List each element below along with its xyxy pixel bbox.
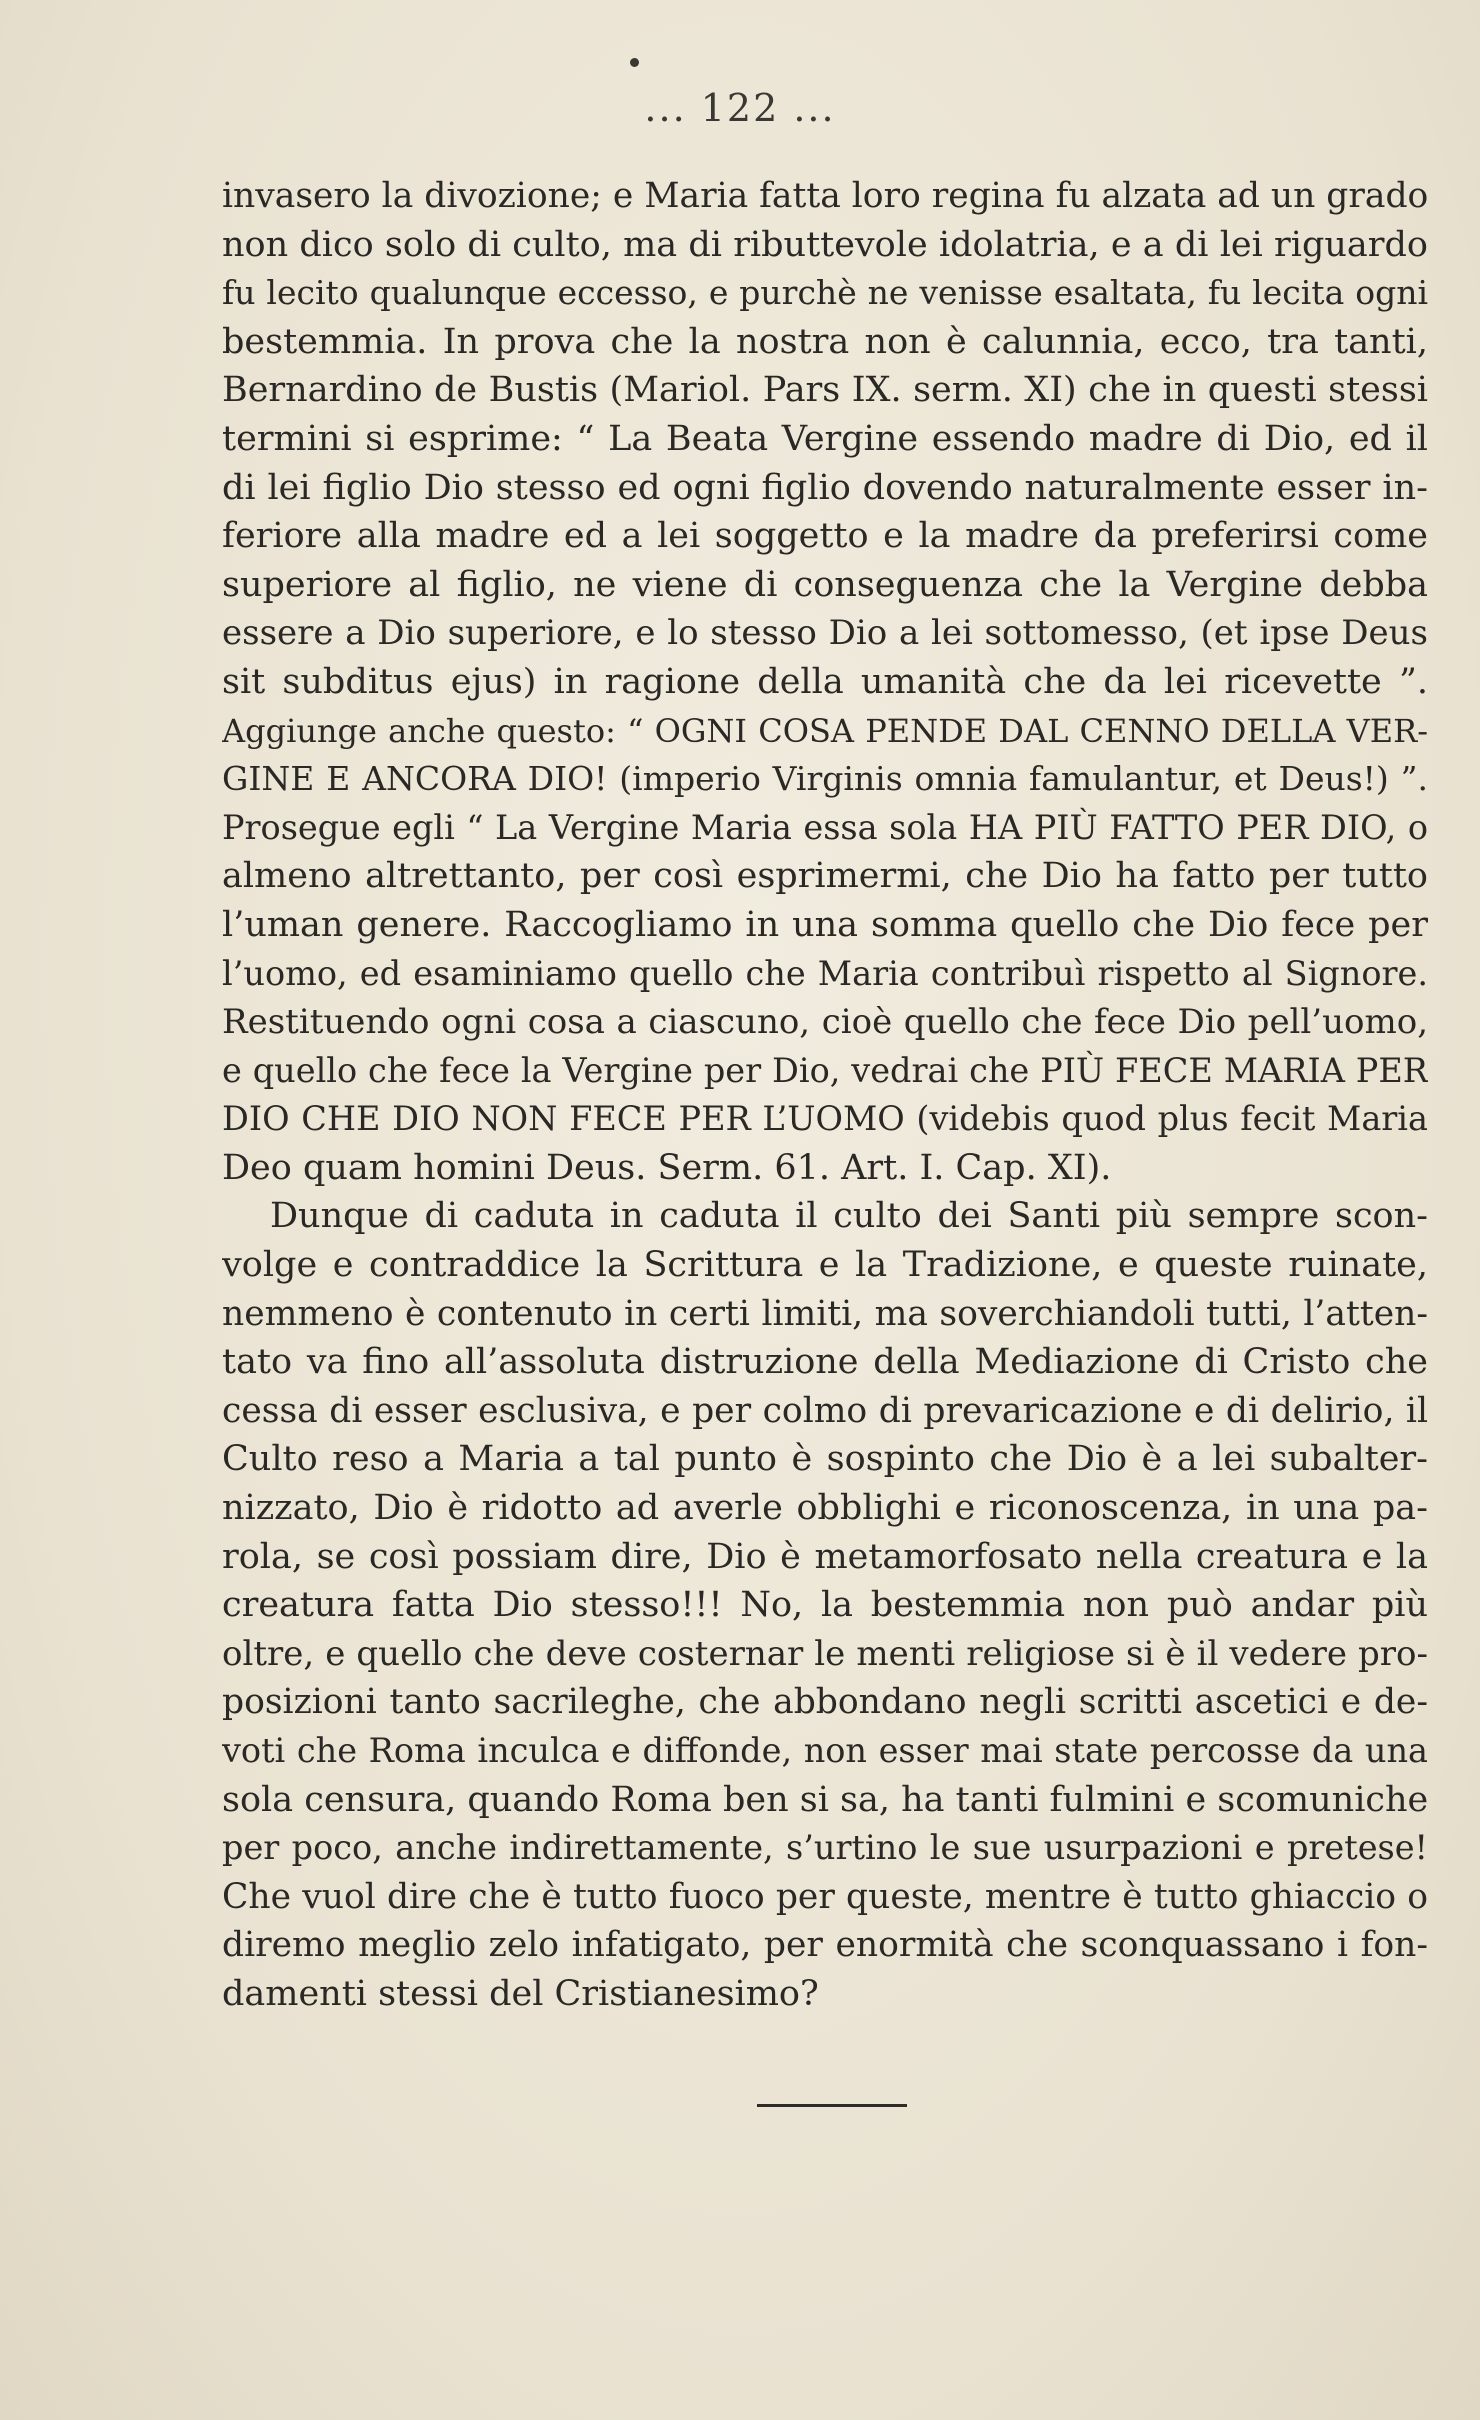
text-line: nizzato, Dio è ridotto ad averle obblighi e riconoscenza, in una pa- [222, 1488, 1428, 1529]
text-line: creatura fatta Dio stesso!!! No, la bestemmia non può andar più [222, 1585, 1428, 1626]
text-line: posizioni tanto sacrileghe, che abbondano negli scritti ascetici e de- [222, 1682, 1428, 1723]
text-line: bestemmia. In prova che la nostra non è calunnia, ecco, tra tanti, [222, 321, 1428, 362]
text-line: voti che Roma inculca e diffonde, non esser mai state percosse da una [222, 1731, 1428, 1770]
text-line: sola censura, quando Roma ben si sa, ha tanti fulmini e scomuniche [222, 1779, 1428, 1820]
text-line: Bernardino de Bustis (Mariol. Pars IX. serm. XI) che in questi stessi [222, 370, 1428, 411]
text-line: oltre, e quello che deve costernar le menti religiose si è il vedere pro- [222, 1633, 1428, 1674]
text-line: cessa di esser esclusiva, e per colmo di prevaricazione e di delirio, il [222, 1390, 1428, 1431]
ink-speck [630, 58, 639, 67]
section-rule [757, 2104, 907, 2107]
text-line: Prosegue egli “ La Vergine Maria essa sola HA PIÙ FATTO PER DIO, o [222, 807, 1428, 847]
text-line: sit subditus ejus) in ragione della umanità che da lei ricevette ”. [222, 661, 1428, 702]
text-line: l’uman genere. Raccogliamo in una somma quello che Dio fece per [222, 904, 1428, 945]
text-line: DIO CHE DIO NON FECE PER L’UOMO (videbis quod plus fecit Maria [222, 1099, 1428, 1139]
paragraph-2 [222, 1192, 1428, 2018]
text-line: diremo meglio zelo infatigato, per enormità che sconquassano i fon- [222, 1925, 1428, 1966]
text-line: superiore al figlio, ne viene di conseguenza che la Vergine debba [222, 564, 1428, 605]
text-line: Dunque di caduta in caduta il culto dei Santi più sempre scon- [270, 1196, 1428, 1237]
text-line: di lei figlio Dio stesso ed ogni figlio dovendo naturalmente esser in- [222, 467, 1428, 508]
text-line: l’uomo, ed esaminiamo quello che Maria contribuì rispetto al Signore. [222, 953, 1428, 993]
text-line: rola, se così possiam dire, Dio è metamorfosato nella creatura e la [222, 1536, 1428, 1577]
text-line: damenti stessi del Cristianesimo? [222, 1973, 819, 2014]
text-line: volge e contraddice la Scrittura e la Tradizione, e queste ruinate, [222, 1245, 1428, 1286]
text-line: Che vuol dire che è tutto fuoco per queste, mentre è tutto ghiaccio o [222, 1876, 1428, 1917]
paragraph-1 [222, 172, 1428, 1192]
text-line: Deo quam homini Deus. Serm. 61. Art. I. Cap. XI). [222, 1147, 1112, 1188]
text-line: termini si esprime: “ La Beata Vergine essendo madre di Dio, ed il [222, 418, 1428, 459]
text-line: e quello che fece la Vergine per Dio, vedrai che PIÙ FECE MARIA PER [222, 1050, 1428, 1090]
text-line: invasero la divozione; e Maria fatta loro regina fu alzata ad un grado [222, 176, 1428, 216]
text-line: Aggiunge anche questo: “ OGNI COSA PENDE DAL CENNO DELLA VER- [222, 711, 1428, 750]
text-line: feriore alla madre ed a lei soggetto e la madre da preferirsi come [222, 516, 1428, 557]
text-line: Culto reso a Maria a tal punto è sospinto che Dio è a lei subalter- [222, 1439, 1428, 1480]
text-line: non dico solo di culto, ma di ributtevole idolatria, e a di lei riguardo [222, 224, 1428, 265]
body-text [222, 172, 1428, 2019]
text-line: GINE E ANCORA DIO! (imperio Virginis omnia famulantur, et Deus!) ”. [222, 759, 1428, 799]
text-line: essere a Dio superiore, e lo stesso Dio a lei sottomesso, (et ipse Deus [222, 613, 1428, 654]
text-line: per poco, anche indirettamente, s’urtino le sue usurpazioni e pretese! [222, 1828, 1428, 1868]
text-line: almeno altrettanto, per così esprimermi, che Dio ha fatto per tutto [222, 856, 1428, 897]
text-line: Restituendo ogni cosa a ciascuno, cioè quello che fece Dio pell’uomo, [222, 1002, 1428, 1043]
text-line: nemmeno è contenuto in certi limiti, ma soverchiandoli tutti, l’atten- [222, 1293, 1428, 1334]
page-number: ... 122 ... [644, 86, 836, 130]
text-line: tato va fino all’assoluta distruzione della Mediazione di Cristo che [222, 1342, 1428, 1383]
text-line: fu lecito qualunque eccesso, e purchè ne venisse esaltata, fu lecita ogni [222, 273, 1428, 313]
